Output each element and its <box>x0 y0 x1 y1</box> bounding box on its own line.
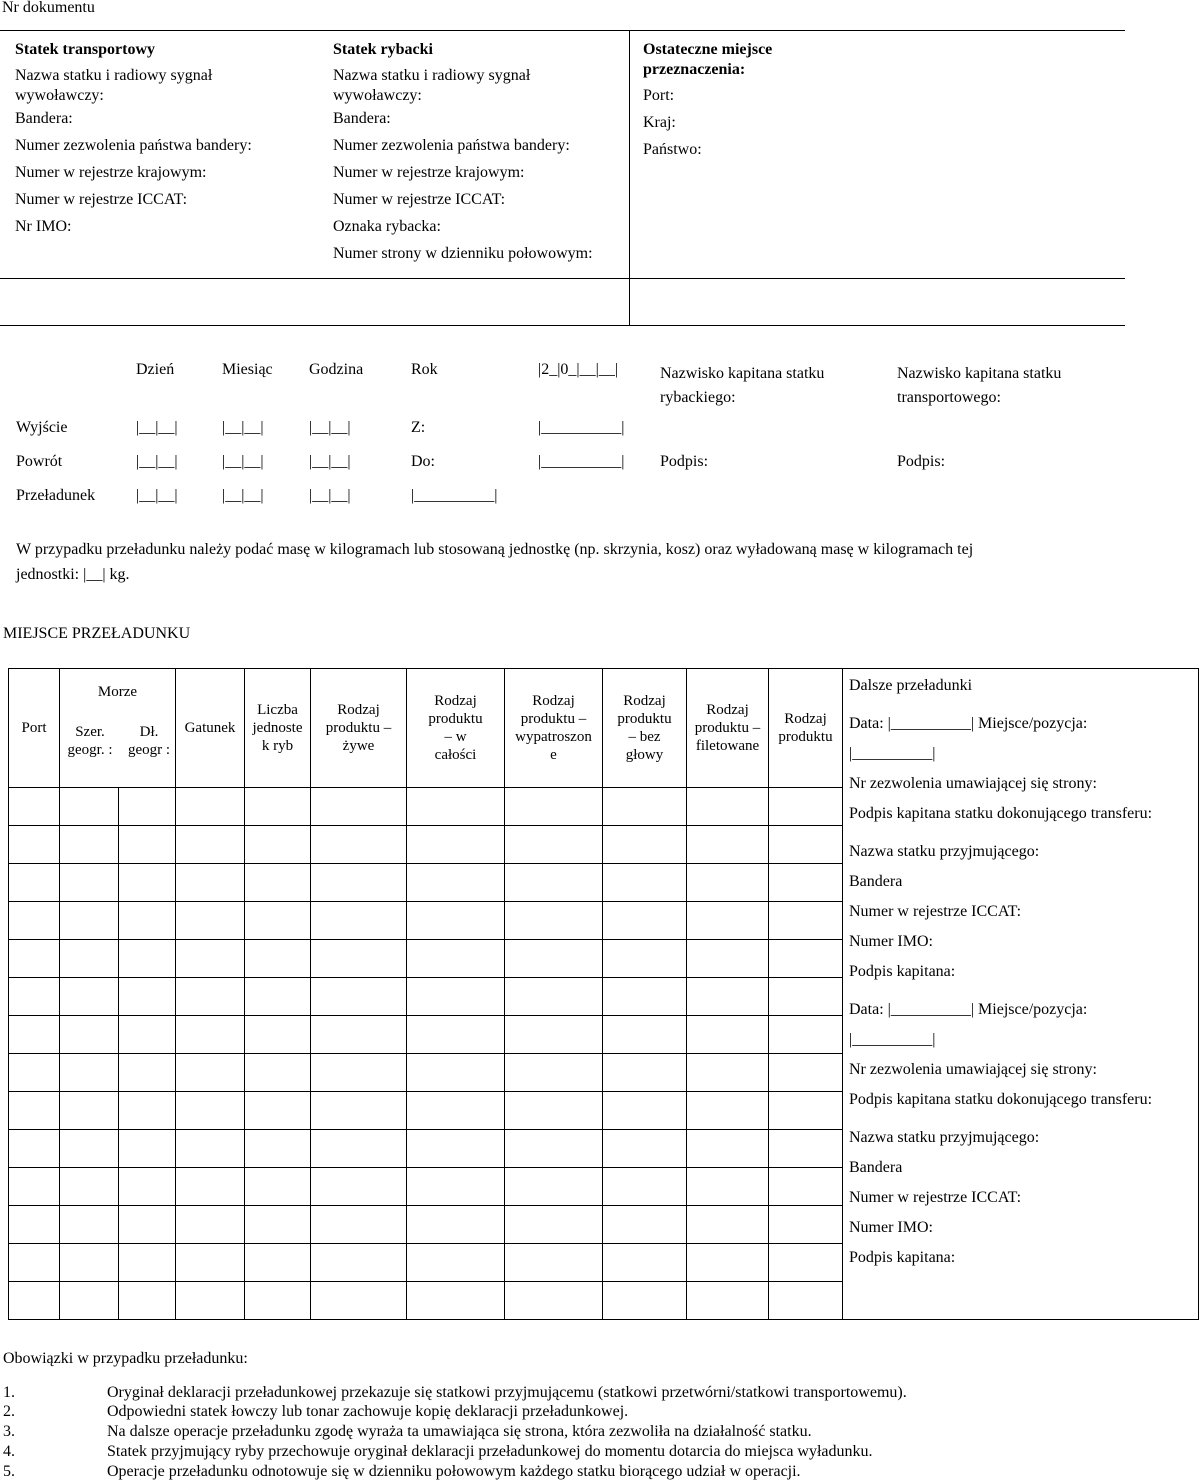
col-header-whole: Rodzaj produktu – w całości <box>407 669 505 788</box>
table-cell[interactable] <box>769 978 843 1016</box>
field-label: Państwo: <box>643 141 702 158</box>
table-cell[interactable] <box>311 1130 407 1168</box>
table-cell[interactable] <box>687 788 769 826</box>
table-cell[interactable] <box>60 788 119 826</box>
col-header-headless: Rodzaj produktu – bez głowy <box>603 669 687 788</box>
table-cell[interactable] <box>769 1092 843 1130</box>
table-cell[interactable] <box>407 1054 505 1092</box>
table-cell[interactable] <box>769 1168 843 1206</box>
further-heading: Dalsze przeładunki <box>849 677 973 694</box>
table-cell[interactable] <box>176 902 245 940</box>
destination-column <box>643 40 813 167</box>
table-cell[interactable] <box>9 1168 60 1206</box>
hour-field: |__|__| <box>309 419 351 436</box>
table-cell[interactable] <box>311 864 407 902</box>
from-field: |__________| <box>538 419 625 436</box>
month-field: |__|__| <box>222 487 264 504</box>
table-cell[interactable] <box>603 902 687 940</box>
table-cell[interactable] <box>687 1282 769 1320</box>
field-label: Numer w rejestrze ICCAT: <box>333 191 506 208</box>
header-day: Dzień <box>136 361 175 378</box>
table-cell[interactable] <box>176 826 245 864</box>
table-cell[interactable] <box>603 1130 687 1168</box>
row-label-transshipment: Przeładunek <box>16 487 96 504</box>
divider <box>0 278 1125 279</box>
document-number-label: Nr dokumentu <box>2 0 95 16</box>
list-item: Oryginał deklaracji przeładunkowej przekazuje się statkowi przyjmującemu (statkowi przetwórni/statkowi transportowemu). <box>107 1384 907 1401</box>
table-cell[interactable] <box>687 1244 769 1282</box>
table-cell[interactable] <box>603 978 687 1016</box>
table-cell[interactable] <box>407 1282 505 1320</box>
table-cell[interactable] <box>311 826 407 864</box>
table-cell[interactable] <box>407 1092 505 1130</box>
table-cell[interactable] <box>9 978 60 1016</box>
table-cell[interactable] <box>603 864 687 902</box>
list-item: Odpowiedni statek łowczy lub tonar zachowuje kopię deklaracji przeładunkowej. <box>107 1403 629 1420</box>
lon-label: Dł. geogr : <box>127 724 171 758</box>
table-cell[interactable] <box>245 826 311 864</box>
table-cell[interactable] <box>9 1054 60 1092</box>
vessel-info-section <box>0 0 1200 330</box>
list-item-number: 2. <box>3 1403 15 1420</box>
table-cell[interactable] <box>407 826 505 864</box>
table-cell[interactable] <box>505 826 603 864</box>
table-cell[interactable] <box>603 1244 687 1282</box>
table-cell[interactable] <box>311 1054 407 1092</box>
table-cell[interactable] <box>505 1092 603 1130</box>
imo-label: Numer IMO: <box>849 933 933 950</box>
table-cell[interactable] <box>603 1092 687 1130</box>
table-cell[interactable] <box>245 1092 311 1130</box>
table-cell[interactable] <box>603 1016 687 1054</box>
date-place-field[interactable]: Data: |__________| Miejsce/pozycja: <box>849 1001 1088 1018</box>
table-cell[interactable] <box>176 1168 245 1206</box>
day-field: |__|__| <box>136 487 178 504</box>
table-cell[interactable] <box>119 788 176 826</box>
table-cell[interactable] <box>9 1016 60 1054</box>
table-cell[interactable] <box>687 1168 769 1206</box>
table-cell[interactable] <box>505 1244 603 1282</box>
table-cell[interactable] <box>119 1130 176 1168</box>
table-cell[interactable] <box>687 978 769 1016</box>
table-cell[interactable] <box>407 902 505 940</box>
table-cell[interactable] <box>119 1244 176 1282</box>
table-cell[interactable] <box>9 902 60 940</box>
table-cell[interactable] <box>407 1130 505 1168</box>
blank-field[interactable]: |__________| <box>849 1031 936 1048</box>
col-header-port: Port <box>9 669 60 788</box>
obligations-heading: Obowiązki w przypadku przeładunku: <box>3 1350 248 1367</box>
date-place-field[interactable]: Data: |__________| Miejsce/pozycja: <box>849 715 1088 732</box>
table-cell[interactable] <box>176 1054 245 1092</box>
field-label: Kraj: <box>643 114 676 131</box>
to-field: |__________| <box>538 453 625 470</box>
table-cell[interactable] <box>119 1168 176 1206</box>
table-cell[interactable] <box>119 940 176 978</box>
list-item: Operacje przeładunku odnotowuje się w dzienniku połowowym każdego statku biorącego udział w operacji. <box>107 1463 801 1480</box>
col-header-species: Gatunek <box>176 669 245 788</box>
table-cell[interactable] <box>9 864 60 902</box>
list-item-number: 1. <box>3 1384 15 1401</box>
table-cell[interactable] <box>176 1130 245 1168</box>
table-cell[interactable] <box>119 1282 176 1320</box>
sea-label: Morze <box>97 684 138 700</box>
table-cell[interactable] <box>176 978 245 1016</box>
table-cell[interactable] <box>407 1168 505 1206</box>
table-cell[interactable] <box>245 1054 311 1092</box>
receiving-vessel-label: Nazwa statku przyjmującego: <box>849 1129 1040 1146</box>
table-cell[interactable] <box>603 1282 687 1320</box>
header-year: Rok <box>411 361 438 378</box>
table-cell[interactable] <box>176 940 245 978</box>
table-cell[interactable] <box>119 1054 176 1092</box>
year-field: |2_|0_|__|__| <box>538 361 619 378</box>
header-month: Miesiąc <box>222 361 273 378</box>
table-cell[interactable] <box>245 1282 311 1320</box>
table-cell[interactable] <box>769 902 843 940</box>
iccat-label: Numer w rejestrze ICCAT: <box>849 903 1022 920</box>
list-item: Statek przyjmujący ryby przechowuje oryginał deklaracji przeładunkowej do momentu dotarcia do miejsca wyładunku. <box>107 1443 873 1460</box>
table-cell[interactable] <box>769 1244 843 1282</box>
table-cell[interactable] <box>60 1244 119 1282</box>
table-cell[interactable] <box>119 826 176 864</box>
table-cell[interactable] <box>245 1168 311 1206</box>
field-label: Numer zezwolenia państwa bandery: <box>15 137 252 154</box>
blank-field[interactable]: |__________| <box>849 745 936 762</box>
fishing-vessel-heading: Statek rybacki <box>333 41 433 58</box>
table-cell[interactable] <box>769 788 843 826</box>
table-cell[interactable] <box>407 1016 505 1054</box>
table-cell[interactable] <box>60 1168 119 1206</box>
col-header-filleted: Rodzaj produktu – filetowane <box>687 669 769 788</box>
table-cell[interactable] <box>9 1130 60 1168</box>
divider <box>0 30 1125 31</box>
table-cell[interactable] <box>769 940 843 978</box>
captain-transport-label: Nazwisko kapitana statku transportowego: <box>897 365 1062 406</box>
table-cell[interactable] <box>687 826 769 864</box>
col-header-sea <box>60 669 176 788</box>
list-item-number: 3. <box>3 1423 15 1440</box>
imo-label: Numer IMO: <box>849 1219 933 1236</box>
row-label-return: Powrót <box>16 453 63 470</box>
field-label: Bandera: <box>15 110 73 127</box>
transshipment-table <box>8 668 1199 1320</box>
transfer-signature-label: Podpis kapitana statku dokonującego transferu: <box>849 805 1153 822</box>
table-cell[interactable] <box>687 940 769 978</box>
list-item-number: 4. <box>3 1443 15 1460</box>
table-cell[interactable] <box>245 1244 311 1282</box>
table-cell[interactable] <box>245 902 311 940</box>
table-cell[interactable] <box>119 864 176 902</box>
table-cell[interactable] <box>769 826 843 864</box>
table-cell[interactable] <box>687 1016 769 1054</box>
table-cell[interactable] <box>311 788 407 826</box>
flag-label: Bandera <box>849 873 903 890</box>
table-cell[interactable] <box>119 978 176 1016</box>
table-header-row <box>9 669 1199 788</box>
table-cell[interactable] <box>505 864 603 902</box>
table-cell[interactable] <box>9 1206 60 1244</box>
table-cell[interactable] <box>505 902 603 940</box>
table-cell[interactable] <box>769 1206 843 1244</box>
receiving-vessel-label: Nazwa statku przyjmującego: <box>849 843 1040 860</box>
mass-note-line1: W przypadku przeładunku należy podać masę w kilogramach lub stosowaną jednostkę (np. skrzynia, kosz) oraz wyładowaną masę w kilogramach tej <box>16 541 974 558</box>
captain-fishing-label: Nazwisko kapitana statku rybackiego: <box>660 365 825 406</box>
field-label: Nr IMO: <box>15 218 72 235</box>
field-label: Oznaka rybacka: <box>333 218 441 235</box>
day-field: |__|__| <box>136 419 178 436</box>
day-field: |__|__| <box>136 453 178 470</box>
table-cell[interactable] <box>9 788 60 826</box>
table-cell[interactable] <box>176 1206 245 1244</box>
table-cell[interactable] <box>687 1130 769 1168</box>
to-label: Do: <box>411 453 435 470</box>
transfer-signature-label: Podpis kapitana statku dokonującego transferu: <box>849 1091 1153 1108</box>
table-cell[interactable] <box>245 1016 311 1054</box>
row-label-departure: Wyjście <box>16 419 68 436</box>
table-cell[interactable] <box>60 1206 119 1244</box>
table-cell[interactable] <box>407 788 505 826</box>
table-cell[interactable] <box>60 864 119 902</box>
table-cell[interactable] <box>60 1130 119 1168</box>
field-label: Numer zezwolenia państwa bandery: <box>333 137 570 154</box>
table-cell[interactable] <box>9 1244 60 1282</box>
table-cell[interactable] <box>9 1282 60 1320</box>
col-header-product: Rodzaj produktu <box>769 669 843 788</box>
table-cell[interactable] <box>505 1168 603 1206</box>
mass-note-line2: jednostki: |__| kg. <box>16 566 130 583</box>
table-cell[interactable] <box>603 788 687 826</box>
transport-vessel-heading: Statek transportowy <box>15 41 155 58</box>
table-cell[interactable] <box>176 788 245 826</box>
table-cell[interactable] <box>505 940 603 978</box>
field-label: Nazwa statku i radiowy sygnał wywoławczy: <box>15 67 213 104</box>
from-label: Z: <box>411 419 426 436</box>
table-cell[interactable] <box>769 1130 843 1168</box>
hour-field: |__|__| <box>309 487 351 504</box>
table-cell[interactable] <box>505 788 603 826</box>
signature-label-transport: Podpis: <box>897 453 946 470</box>
table-cell[interactable] <box>687 1092 769 1130</box>
captain-signature-label: Podpis kapitana: <box>849 1249 956 1266</box>
table-cell[interactable] <box>407 1206 505 1244</box>
table-cell[interactable] <box>60 902 119 940</box>
table-cell[interactable] <box>505 978 603 1016</box>
transport-vessel-column <box>15 40 265 244</box>
header-hour: Godzina <box>309 361 364 378</box>
lat-label: Szer. geogr. : <box>67 724 113 758</box>
table-cell[interactable] <box>311 902 407 940</box>
transship-place-heading: MIEJSCE PRZEŁADUNKU <box>3 625 191 642</box>
table-cell[interactable] <box>119 1092 176 1130</box>
field-label: Port: <box>643 87 675 104</box>
quantity-field: |__________| <box>411 487 498 504</box>
table-cell[interactable] <box>505 1282 603 1320</box>
table-cell[interactable] <box>603 826 687 864</box>
table-cell[interactable] <box>176 1244 245 1282</box>
col-header-gutted: Rodzaj produktu – wypatroszon e <box>505 669 603 788</box>
table-cell[interactable] <box>245 940 311 978</box>
table-cell[interactable] <box>687 864 769 902</box>
table-cell[interactable] <box>245 1130 311 1168</box>
table-cell[interactable] <box>311 1016 407 1054</box>
field-label: Numer w rejestrze krajowym: <box>15 164 207 181</box>
hour-field: |__|__| <box>309 453 351 470</box>
table-cell[interactable] <box>687 902 769 940</box>
table-cell[interactable] <box>505 1054 603 1092</box>
table-cell[interactable] <box>769 1016 843 1054</box>
permit-label: Nr zezwolenia umawiającej się strony: <box>849 1061 1097 1078</box>
list-item-number: 5. <box>3 1463 15 1480</box>
table-cell[interactable] <box>603 940 687 978</box>
table-cell[interactable] <box>119 1016 176 1054</box>
table-cell[interactable] <box>311 1206 407 1244</box>
col-header-live: Rodzaj produktu – żywe <box>311 669 407 788</box>
field-label: Nazwa statku i radiowy sygnał wywoławczy: <box>333 67 531 104</box>
table-cell[interactable] <box>176 1016 245 1054</box>
table-cell[interactable] <box>245 864 311 902</box>
table-cell[interactable] <box>311 978 407 1016</box>
table-cell[interactable] <box>407 940 505 978</box>
signature-label-fishing: Podpis: <box>660 453 709 470</box>
field-label: Bandera: <box>333 110 391 127</box>
table-cell[interactable] <box>311 1092 407 1130</box>
table-cell[interactable] <box>176 1282 245 1320</box>
table-cell[interactable] <box>311 1244 407 1282</box>
table-cell[interactable] <box>176 864 245 902</box>
col-header-count: Liczba jednoste k ryb <box>245 669 311 788</box>
captain-signature-label: Podpis kapitana: <box>849 963 956 980</box>
table-cell[interactable] <box>687 1054 769 1092</box>
month-field: |__|__| <box>222 419 264 436</box>
field-label: Numer w rejestrze krajowym: <box>333 164 525 181</box>
fishing-vessel-column <box>333 40 593 271</box>
further-transshipments-cell <box>843 669 1199 1320</box>
table-cell[interactable] <box>603 1206 687 1244</box>
table-cell[interactable] <box>505 1206 603 1244</box>
table-cell[interactable] <box>603 1168 687 1206</box>
table-cell[interactable] <box>60 1092 119 1130</box>
table-cell[interactable] <box>687 1206 769 1244</box>
table-cell[interactable] <box>60 1016 119 1054</box>
flag-label: Bandera <box>849 1159 903 1176</box>
table-cell[interactable] <box>769 1054 843 1092</box>
table-cell[interactable] <box>9 826 60 864</box>
table-cell[interactable] <box>505 1016 603 1054</box>
table-cell[interactable] <box>119 902 176 940</box>
table-cell[interactable] <box>119 1206 176 1244</box>
field-label: Numer strony w dzienniku połowowym: <box>333 245 593 262</box>
month-field: |__|__| <box>222 453 264 470</box>
table-cell[interactable] <box>407 978 505 1016</box>
iccat-label: Numer w rejestrze ICCAT: <box>849 1189 1022 1206</box>
table-cell[interactable] <box>505 1130 603 1168</box>
table-cell[interactable] <box>407 864 505 902</box>
table-cell[interactable] <box>407 1244 505 1282</box>
table-cell[interactable] <box>60 826 119 864</box>
divider <box>629 30 630 325</box>
field-label: Numer w rejestrze ICCAT: <box>15 191 188 208</box>
table-cell[interactable] <box>60 978 119 1016</box>
table-cell[interactable] <box>245 1206 311 1244</box>
destination-heading: Ostateczne miejsce przeznaczenia: <box>643 41 773 78</box>
table-cell[interactable] <box>60 940 119 978</box>
table-cell[interactable] <box>245 978 311 1016</box>
table-cell[interactable] <box>245 788 311 826</box>
table-cell[interactable] <box>60 1282 119 1320</box>
table-cell[interactable] <box>311 940 407 978</box>
table-cell[interactable] <box>176 1092 245 1130</box>
table-cell[interactable] <box>769 1282 843 1320</box>
table-cell[interactable] <box>603 1054 687 1092</box>
table-cell[interactable] <box>60 1054 119 1092</box>
table-cell[interactable] <box>9 940 60 978</box>
table-cell[interactable] <box>9 1092 60 1130</box>
table-cell[interactable] <box>311 1282 407 1320</box>
table-cell[interactable] <box>311 1168 407 1206</box>
table-cell[interactable] <box>769 864 843 902</box>
list-item: Na dalsze operacje przeładunku zgodę wyraża ta umawiająca się strona, która zezwoliła na działalność statku. <box>107 1423 812 1440</box>
permit-label: Nr zezwolenia umawiającej się strony: <box>849 775 1097 792</box>
divider <box>0 325 1125 326</box>
